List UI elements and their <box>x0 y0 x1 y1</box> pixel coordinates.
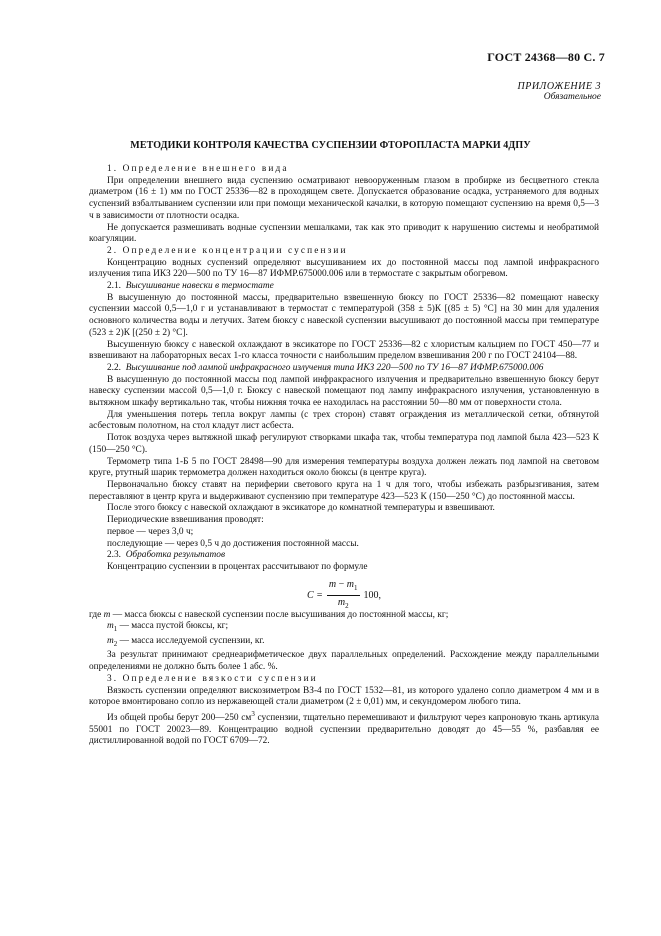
subsection-2-2-heading <box>89 363 599 375</box>
paragraph: За результат принимают среднеарифметическое двух параллельных определений. Расхождение между параллельными определениями не должно быть более 1 абс. %. <box>89 650 599 673</box>
formula-lhs: C = <box>306 589 323 601</box>
subsection-title: Обработка результатов <box>125 550 226 561</box>
subsection-2-1-heading <box>89 281 599 293</box>
paragraph: Первоначально бюксу ставят на периферии светового круга на 1 ч для того, чтобы избежать разбрызгивания, затем переставляют в центр круга и выдерживают суспензию при температуре 423—523 К (150—250 °С) до постоянной массы. <box>89 479 599 502</box>
symbol-m: m <box>328 578 337 590</box>
paragraph: После этого бюксу с навеской охлаждают в эксикаторе до комнатной температуры и взвешивают. <box>107 503 495 514</box>
minus-sign: − <box>336 578 347 590</box>
document-title: МЕТОДИКИ КОНТРОЛЯ КАЧЕСТВА СУСПЕНЗИИ ФТОРОПЛАСТА МАРКИ 4ДПУ <box>130 140 531 151</box>
superscript: 3 <box>251 709 255 718</box>
subscript: 1 <box>113 625 118 634</box>
text-run: суспензии, тщательно перемешивают и фильтруют через капроновую ткань артикула 55001 по ГОСТ 20023—89. Концентрацию водной суспензии предварительно доводят до 45—55 %, разбавляя ее дистиллированной водой по ГОСТ 6709—72. <box>89 713 599 747</box>
symbol-m2: m <box>337 597 346 609</box>
appendix-block <box>518 81 602 103</box>
subsection-number: 2.2. <box>107 362 122 373</box>
document-body <box>89 164 599 748</box>
paragraph <box>89 709 599 748</box>
formula-numerator <box>327 579 360 597</box>
list-item: последующие — через 0,5 ч до достижения постоянной массы. <box>107 538 359 549</box>
legend-prefix: где <box>89 609 104 620</box>
legend-symbol: m <box>107 635 114 646</box>
legend-text: — масса исследуемой суспензии, кг. <box>117 635 265 646</box>
subscript: 2 <box>113 639 118 648</box>
paragraph: В высушенную до постоянной массы, предварительно взвешенную бюксу по ГОСТ 25336—82 помещают навеску суспензии массой 0,5—1,0 г и устанавливают в термостат с температурой (358 ± 5)К [(85 ± 5) °С] на 30 мин для удаления основного количества воды и летучих. Затем бюксу с навеской суспензии высушивают до постоянной массы при температуре (523 ± 2)К [(250 ± 2) °С]. <box>89 292 599 338</box>
legend-text: — масса пустой бюксы, кг; <box>117 621 229 632</box>
legend-item <box>89 621 599 636</box>
paragraph: Высушенную бюксу с навеской охлаждают в эксикаторе по ГОСТ 25336—82 с хлористым кальцием по ГОСТ 450—77 и взвешивают на лабораторных весах 1-го класса точности с наибольшим пределом взвешивания 200 г по ГОСТ 24104—88. <box>89 339 599 362</box>
subsection-number: 2.3. <box>107 550 122 561</box>
paragraph: При определении внешнего вида суспензию осматривают невооруженным глазом в пробирке из бесцветного стекла диаметром (16 ± 1) мм по ГОСТ 25336—82 в проходящем свете. Допускается образование осадка, устраняемого для водных суспензий взбалтыванием суспензии или при помощи механической качалки, в которую помещают суспензию на время 0,5—3 ч в зависимости от плотности осадка. <box>89 175 599 221</box>
legend-item <box>89 636 599 651</box>
formula-rhs: 100, <box>363 589 382 601</box>
paragraph: Периодические взвешивания проводят: <box>107 515 264 526</box>
paragraph: Вязкость суспензии определяют вискозиметром ВЗ-4 по ГОСТ 1532—81, из которого удалено сопло диаметром 4 мм и в которое вмонтировано сопло из нержавеющей стали диаметром (2 ± 0,01) мм, и секундомером любого типа. <box>89 685 599 708</box>
paragraph: Для уменьшения потерь тепла вокруг лампы (с трех сторон) ставят ограждения из металлической сетки, обтянутой асбестовым полотном, на стол кладут лист асбеста. <box>89 409 599 432</box>
appendix-status: Обязательное <box>543 92 601 102</box>
formula-fraction <box>327 579 360 613</box>
section-3-heading: 3. Определение вязкости суспензии <box>107 673 318 684</box>
paragraph: Не допускается размешивать водные суспензии мешалками, так как это приводит к нарушению системы и необратимой коагуляции. <box>89 222 599 245</box>
symbol-m1: m <box>346 578 355 590</box>
page-header: ГОСТ 24368—80 С. 7 <box>487 50 605 64</box>
paragraph: Концентрацию суспензии в процентах рассчитывают по формуле <box>107 561 368 572</box>
appendix-label: ПРИЛОЖЕНИЕ 3 <box>517 81 601 92</box>
legend-symbol: m <box>103 609 111 620</box>
concentration-formula <box>89 575 599 609</box>
subsection-title: Высушивание навески в термостате <box>125 281 274 292</box>
paragraph: Термометр типа 1-Б 5 по ГОСТ 28498—90 для измерения температуры воздуха должен лежать под лампой на световом круге, ртутный шарик термометра должен находиться около бюксы (в центре круга). <box>89 456 599 479</box>
paragraph: Концентрацию водных суспензий определяют высушиванием их до постоянной массы под лампой инфракрасного излучения типа ИКЗ 220—500 по ТУ 16—87 ИФМР.675000.006 или в термостате с закрытым обогревом. <box>89 257 599 280</box>
text-run: Из общей пробы берут 200—250 см <box>107 713 252 724</box>
legend-text: — масса бюксы с навеской суспензии после высушивания до постоянной массы, кг; <box>110 609 449 620</box>
subscript: 1 <box>354 583 358 592</box>
subsection-2-3-heading <box>89 550 599 562</box>
section-1-heading: 1. Определение внешнего вида <box>107 164 289 174</box>
formula-denominator <box>338 596 349 613</box>
paragraph: В высушенную до постоянной массы под лампой инфракрасного излучения и предварительно взвешенную бюксу берут навеску суспензии массой 0,5—1,0 г. Бюксу с навеской помещают под лампу инфракрасного излучения, установленную в вытяжном шкафу вертикально так, чтобы нижняя точка ее находилась на расстоянии 50—80 мм от поверхности стола. <box>89 374 599 409</box>
legend-symbol: m <box>107 621 114 632</box>
subscript: 2 <box>345 602 349 611</box>
section-2-heading: 2. Определение концентрации суспензии <box>107 245 348 256</box>
paragraph: Поток воздуха через вытяжной шкаф регулируют створками шкафа так, чтобы температура под лампой была 423—523 К (150—250 °С). <box>89 433 599 455</box>
subsection-title: Высушивание под лампой инфракрасного излучения типа ИКЗ 220—500 по ТУ 16—87 ИФМР.675000.006 <box>125 362 544 373</box>
list-item: первое — через 3,0 ч; <box>107 526 194 537</box>
subsection-number: 2.1. <box>107 281 122 292</box>
